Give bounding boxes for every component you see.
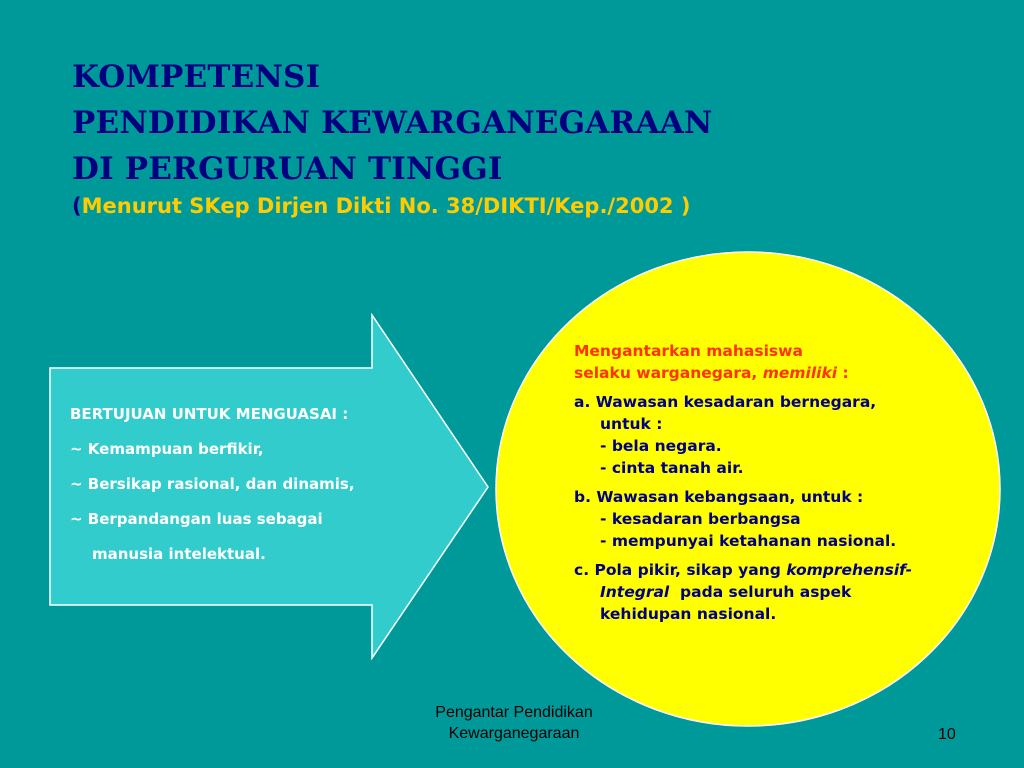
arrow-box-text: [70, 400, 355, 575]
point-a-line-1: a. Wawasan kesadaran bernegara,: [574, 393, 877, 411]
intro-line-2-colon: :: [837, 364, 849, 382]
footer-line-1: Pengantar Pendidikan: [435, 704, 593, 721]
arrow-item-3-cont: manusia intelektual.: [92, 545, 266, 563]
point-a-line-3: - bela negara.: [600, 437, 722, 455]
arrow-heading: BERTUJUAN UNTUK MENGUASAI :: [70, 405, 349, 423]
point-a-line-4: - cinta tanah air.: [600, 459, 744, 477]
arrow-item-3: ~ Berpandangan luas sebagai: [70, 510, 323, 528]
circle-intro: [574, 340, 974, 384]
footer-line-2: Kewarganegaraan: [448, 725, 580, 742]
circle-text: [574, 340, 974, 625]
point-b-line-3: - mempunyai ketahanan nasional.: [600, 532, 897, 550]
point-c-line-1: [574, 559, 974, 581]
subtitle-open-paren: (: [72, 194, 82, 218]
point-c-line-3: kehidupan nasional.: [600, 605, 777, 623]
footer-caption: [404, 702, 624, 744]
arrow-item-2: ~ Bersikap rasional, dan dinamis,: [70, 475, 355, 493]
point-a: [574, 391, 974, 479]
subtitle-text: Menurut SKep Dirjen Dikti No. 38/DIKTI/Kep./2002 ): [81, 194, 691, 218]
intro-line-1: Mengantarkan mahasiswa: [574, 342, 803, 360]
point-c: [574, 559, 974, 625]
point-b: [574, 486, 974, 552]
point-c-line-2-text: pada seluruh aspek: [669, 583, 852, 601]
point-b-line-1: b. Wawasan kebangsaan, untuk :: [574, 488, 864, 506]
title-line-2: PENDIDIKAN KEWARGANEGARAAN: [72, 105, 713, 141]
page-number: 10: [938, 726, 956, 743]
point-a-line-2: untuk :: [600, 415, 663, 433]
arrow-item-1: ~ Kemampuan berfikir,: [70, 440, 264, 458]
intro-line-2: [574, 362, 974, 384]
point-c-emphasis-2: Integral: [600, 583, 670, 601]
point-c-line-2: [574, 581, 974, 603]
intro-emphasis: memiliki: [762, 364, 838, 382]
point-c-line-1-text: c. Pola pikir, sikap yang: [574, 561, 787, 579]
point-b-line-2: - kesadaran berbangsa: [600, 510, 801, 528]
point-c-emphasis-1: komprehensif-: [786, 561, 913, 579]
title-line-1: KOMPETENSI: [72, 59, 321, 95]
intro-line-2-text: selaku warganegara,: [574, 364, 763, 382]
title-line-3: DI PERGURUAN TINGGI: [72, 151, 503, 187]
